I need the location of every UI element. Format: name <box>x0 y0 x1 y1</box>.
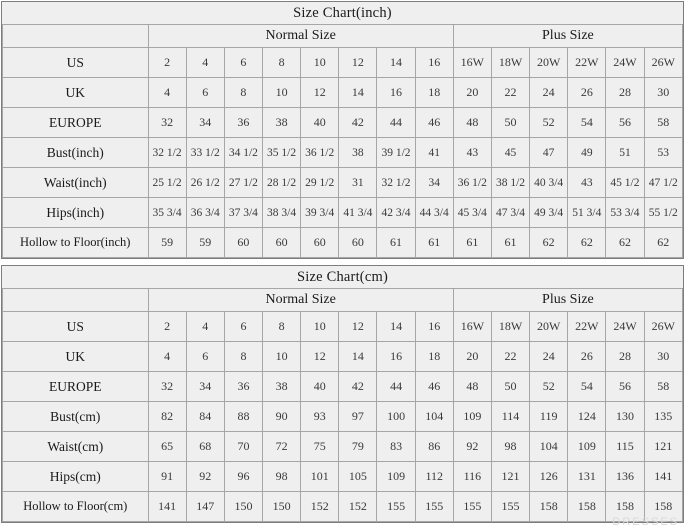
cell: 155 <box>415 492 453 522</box>
cell: 6 <box>186 342 224 372</box>
cell: 25 1/2 <box>148 168 186 198</box>
cell: 43 <box>568 168 606 198</box>
cell: 83 <box>377 432 415 462</box>
group-header-normal-size: Normal Size <box>148 289 453 312</box>
cell: 45 <box>491 138 529 168</box>
cell: 47 1/2 <box>644 168 682 198</box>
cell: 55 1/2 <box>644 198 682 228</box>
cell: 90 <box>263 402 301 432</box>
cell: 56 <box>606 108 644 138</box>
cell: 131 <box>568 462 606 492</box>
cell: 158 <box>644 492 682 522</box>
cell: 26 <box>568 78 606 108</box>
cell: 32 <box>148 108 186 138</box>
cell: 34 <box>186 108 224 138</box>
cell: 24W <box>606 48 644 78</box>
cell: 101 <box>301 462 339 492</box>
cell: 104 <box>530 432 568 462</box>
cell: 98 <box>491 432 529 462</box>
cell: 116 <box>453 462 491 492</box>
cell: 39 1/2 <box>377 138 415 168</box>
cell: 109 <box>568 432 606 462</box>
cell: 44 <box>377 108 415 138</box>
cell: 34 <box>186 372 224 402</box>
cell: 84 <box>186 402 224 432</box>
cell: 16W <box>453 312 491 342</box>
cell: 16W <box>453 48 491 78</box>
cell: 46 <box>415 108 453 138</box>
cell: 2 <box>148 312 186 342</box>
cell: 50 <box>491 372 529 402</box>
cell: 70 <box>224 432 262 462</box>
cell: 51 <box>606 138 644 168</box>
cell: 31 <box>339 168 377 198</box>
row-label-uk: UK <box>3 78 149 108</box>
cell: 32 1/2 <box>377 168 415 198</box>
cell: 26W <box>644 48 682 78</box>
corner-blank-cell <box>3 25 149 48</box>
cell: 158 <box>568 492 606 522</box>
cell: 104 <box>415 402 453 432</box>
cell: 12 <box>339 312 377 342</box>
row-label-hollow-to-floor: Hollow to Floor(inch) <box>3 228 149 258</box>
cell: 114 <box>491 402 529 432</box>
cell: 22 <box>491 78 529 108</box>
cell: 54 <box>568 108 606 138</box>
cell: 51 3/4 <box>568 198 606 228</box>
cell: 141 <box>148 492 186 522</box>
cell: 18 <box>415 342 453 372</box>
cell: 48 <box>453 372 491 402</box>
table-title-row <box>3 266 683 289</box>
cell: 150 <box>224 492 262 522</box>
cell: 45 1/2 <box>606 168 644 198</box>
cell: 20 <box>453 342 491 372</box>
cell: 4 <box>148 342 186 372</box>
cell: 98 <box>263 462 301 492</box>
cell: 56 <box>606 372 644 402</box>
cell: 53 3/4 <box>606 198 644 228</box>
cell: 12 <box>339 48 377 78</box>
cell: 18 <box>415 78 453 108</box>
row-label-hips: Hips(cm) <box>3 462 149 492</box>
cell: 20W <box>530 312 568 342</box>
cell: 38 <box>339 138 377 168</box>
table-group-row <box>3 289 683 312</box>
cell: 14 <box>377 312 415 342</box>
cell: 152 <box>339 492 377 522</box>
cell: 33 1/2 <box>186 138 224 168</box>
table-row <box>3 168 683 198</box>
group-header-normal-size: Normal Size <box>148 25 453 48</box>
cell: 115 <box>606 432 644 462</box>
cell: 8 <box>224 342 262 372</box>
cell: 91 <box>148 462 186 492</box>
table-row <box>3 138 683 168</box>
cell: 62 <box>644 228 682 258</box>
cell: 42 3/4 <box>377 198 415 228</box>
cell: 10 <box>301 312 339 342</box>
row-label-waist: Waist(inch) <box>3 168 149 198</box>
cell: 36 <box>224 372 262 402</box>
cell: 34 1/2 <box>224 138 262 168</box>
table-row <box>3 432 683 462</box>
cell: 86 <box>415 432 453 462</box>
cell: 6 <box>224 48 262 78</box>
cell: 4 <box>186 48 224 78</box>
cell: 100 <box>377 402 415 432</box>
cell: 72 <box>263 432 301 462</box>
cell: 119 <box>530 402 568 432</box>
cell: 65 <box>148 432 186 462</box>
cell: 36 <box>224 108 262 138</box>
cell: 8 <box>224 78 262 108</box>
cell: 27 1/2 <box>224 168 262 198</box>
cell: 35 3/4 <box>148 198 186 228</box>
table-title-row <box>3 2 683 25</box>
size-chart-cm-table <box>2 266 683 522</box>
row-label-europe: EUROPE <box>3 372 149 402</box>
cell: 158 <box>606 492 644 522</box>
table-row <box>3 108 683 138</box>
cell: 35 1/2 <box>262 138 300 168</box>
cell: 61 <box>491 228 529 258</box>
cell: 62 <box>606 228 644 258</box>
table-row <box>3 342 683 372</box>
cell: 42 <box>339 372 377 402</box>
cell: 49 <box>568 138 606 168</box>
cell: 93 <box>301 402 339 432</box>
size-chart-cm <box>1 265 684 523</box>
row-label-uk: UK <box>3 342 149 372</box>
cell: 12 <box>301 342 339 372</box>
corner-blank-cell <box>3 289 149 312</box>
cell: 38 3/4 <box>262 198 300 228</box>
cell: 2 <box>148 48 186 78</box>
cell: 124 <box>568 402 606 432</box>
cell: 45 3/4 <box>453 198 491 228</box>
cell: 109 <box>453 402 491 432</box>
cell: 158 <box>530 492 568 522</box>
cell: 92 <box>453 432 491 462</box>
cell: 58 <box>644 372 682 402</box>
cell: 18W <box>491 48 529 78</box>
cell: 92 <box>186 462 224 492</box>
cell: 50 <box>491 108 529 138</box>
cell: 41 <box>415 138 453 168</box>
cell: 24W <box>606 312 644 342</box>
cell: 75 <box>301 432 339 462</box>
size-chart-inch-table <box>2 2 683 258</box>
cell: 68 <box>186 432 224 462</box>
cell: 40 <box>301 372 339 402</box>
cell: 10 <box>301 48 339 78</box>
row-label-waist: Waist(cm) <box>3 432 149 462</box>
row-label-us: US <box>3 48 149 78</box>
cell: 34 <box>415 168 453 198</box>
cell: 20W <box>530 48 568 78</box>
cell: 44 <box>377 372 415 402</box>
watermark-text: DRESSES <box>612 516 679 528</box>
size-chart-inch <box>1 1 684 259</box>
cell: 62 <box>530 228 568 258</box>
cell: 130 <box>606 402 644 432</box>
cell: 14 <box>339 78 377 108</box>
cell: 10 <box>262 78 300 108</box>
row-label-hips: Hips(inch) <box>3 198 149 228</box>
cell: 61 <box>453 228 491 258</box>
table-row <box>3 312 683 342</box>
cell: 37 3/4 <box>224 198 262 228</box>
cell: 49 3/4 <box>530 198 568 228</box>
cell: 39 3/4 <box>301 198 339 228</box>
row-label-hollow-to-floor: Hollow to Floor(cm) <box>3 492 149 522</box>
cell: 22 <box>491 342 529 372</box>
cell: 10 <box>263 342 301 372</box>
cell: 152 <box>301 492 339 522</box>
cell: 60 <box>224 228 262 258</box>
cell: 96 <box>224 462 262 492</box>
cell: 24 <box>530 78 568 108</box>
cell: 82 <box>148 402 186 432</box>
cell: 20 <box>453 78 491 108</box>
cell: 88 <box>224 402 262 432</box>
cell: 40 3/4 <box>530 168 568 198</box>
cell: 121 <box>491 462 529 492</box>
cell: 12 <box>301 78 339 108</box>
cell: 79 <box>339 432 377 462</box>
cell: 60 <box>262 228 300 258</box>
cell: 30 <box>644 342 682 372</box>
table-row <box>3 48 683 78</box>
cell: 135 <box>644 402 682 432</box>
cell: 16 <box>377 78 415 108</box>
cell: 147 <box>186 492 224 522</box>
cell: 59 <box>186 228 224 258</box>
cell: 60 <box>301 228 339 258</box>
cell: 38 <box>262 108 300 138</box>
cell: 136 <box>606 462 644 492</box>
cell: 28 <box>606 342 644 372</box>
cell: 141 <box>644 462 682 492</box>
cell: 109 <box>377 462 415 492</box>
cell: 8 <box>263 312 301 342</box>
cell: 46 <box>415 372 453 402</box>
cell: 26 <box>568 342 606 372</box>
cell: 22W <box>568 48 606 78</box>
cell: 28 1/2 <box>262 168 300 198</box>
cell: 24 <box>530 342 568 372</box>
cell: 26W <box>644 312 682 342</box>
cell: 121 <box>644 432 682 462</box>
cell: 41 3/4 <box>339 198 377 228</box>
cell: 97 <box>339 402 377 432</box>
table-row <box>3 462 683 492</box>
row-label-europe: EUROPE <box>3 108 149 138</box>
cell: 43 <box>453 138 491 168</box>
cell: 36 3/4 <box>186 198 224 228</box>
cell: 155 <box>377 492 415 522</box>
cell: 61 <box>415 228 453 258</box>
cell: 62 <box>568 228 606 258</box>
cell: 16 <box>377 342 415 372</box>
cell: 52 <box>530 108 568 138</box>
cell: 14 <box>339 342 377 372</box>
cell: 32 1/2 <box>148 138 186 168</box>
cell: 59 <box>148 228 186 258</box>
row-label-us: US <box>3 312 149 342</box>
cell: 150 <box>263 492 301 522</box>
cell: 28 <box>606 78 644 108</box>
cell: 105 <box>339 462 377 492</box>
page-title: Size Chart(inch) <box>3 2 683 25</box>
cell: 47 3/4 <box>491 198 529 228</box>
cell: 26 1/2 <box>186 168 224 198</box>
cell: 16 <box>415 312 453 342</box>
cell: 36 1/2 <box>453 168 491 198</box>
group-header-plus-size: Plus Size <box>453 289 682 312</box>
page-title-cm: Size Chart(cm) <box>3 266 683 289</box>
cell: 53 <box>644 138 682 168</box>
cell: 155 <box>453 492 491 522</box>
cell: 4 <box>148 78 186 108</box>
cell: 52 <box>530 372 568 402</box>
cell: 155 <box>491 492 529 522</box>
cell: 8 <box>262 48 300 78</box>
table-row <box>3 402 683 432</box>
cell: 126 <box>530 462 568 492</box>
table-row <box>3 198 683 228</box>
group-header-plus-size: Plus Size <box>453 25 682 48</box>
cell: 40 <box>301 108 339 138</box>
cell: 16 <box>415 48 453 78</box>
table-row <box>3 372 683 402</box>
size-chart-page <box>0 1 685 530</box>
table-row <box>3 228 683 258</box>
cell: 48 <box>453 108 491 138</box>
cell: 32 <box>148 372 186 402</box>
cell: 61 <box>377 228 415 258</box>
cell: 112 <box>415 462 453 492</box>
cell: 47 <box>530 138 568 168</box>
cell: 30 <box>644 78 682 108</box>
cell: 29 1/2 <box>301 168 339 198</box>
cell: 6 <box>224 312 262 342</box>
cell: 6 <box>186 78 224 108</box>
cell: 60 <box>339 228 377 258</box>
cell: 44 3/4 <box>415 198 453 228</box>
cell: 18W <box>491 312 529 342</box>
table-group-row <box>3 25 683 48</box>
row-label-bust: Bust(inch) <box>3 138 149 168</box>
cell: 4 <box>186 312 224 342</box>
cell: 36 1/2 <box>301 138 339 168</box>
cell: 22W <box>568 312 606 342</box>
row-label-bust: Bust(cm) <box>3 402 149 432</box>
cell: 14 <box>377 48 415 78</box>
cell: 54 <box>568 372 606 402</box>
cell: 38 1/2 <box>491 168 529 198</box>
table-row <box>3 492 683 522</box>
cell: 42 <box>339 108 377 138</box>
cell: 58 <box>644 108 682 138</box>
table-row <box>3 78 683 108</box>
cell: 38 <box>263 372 301 402</box>
